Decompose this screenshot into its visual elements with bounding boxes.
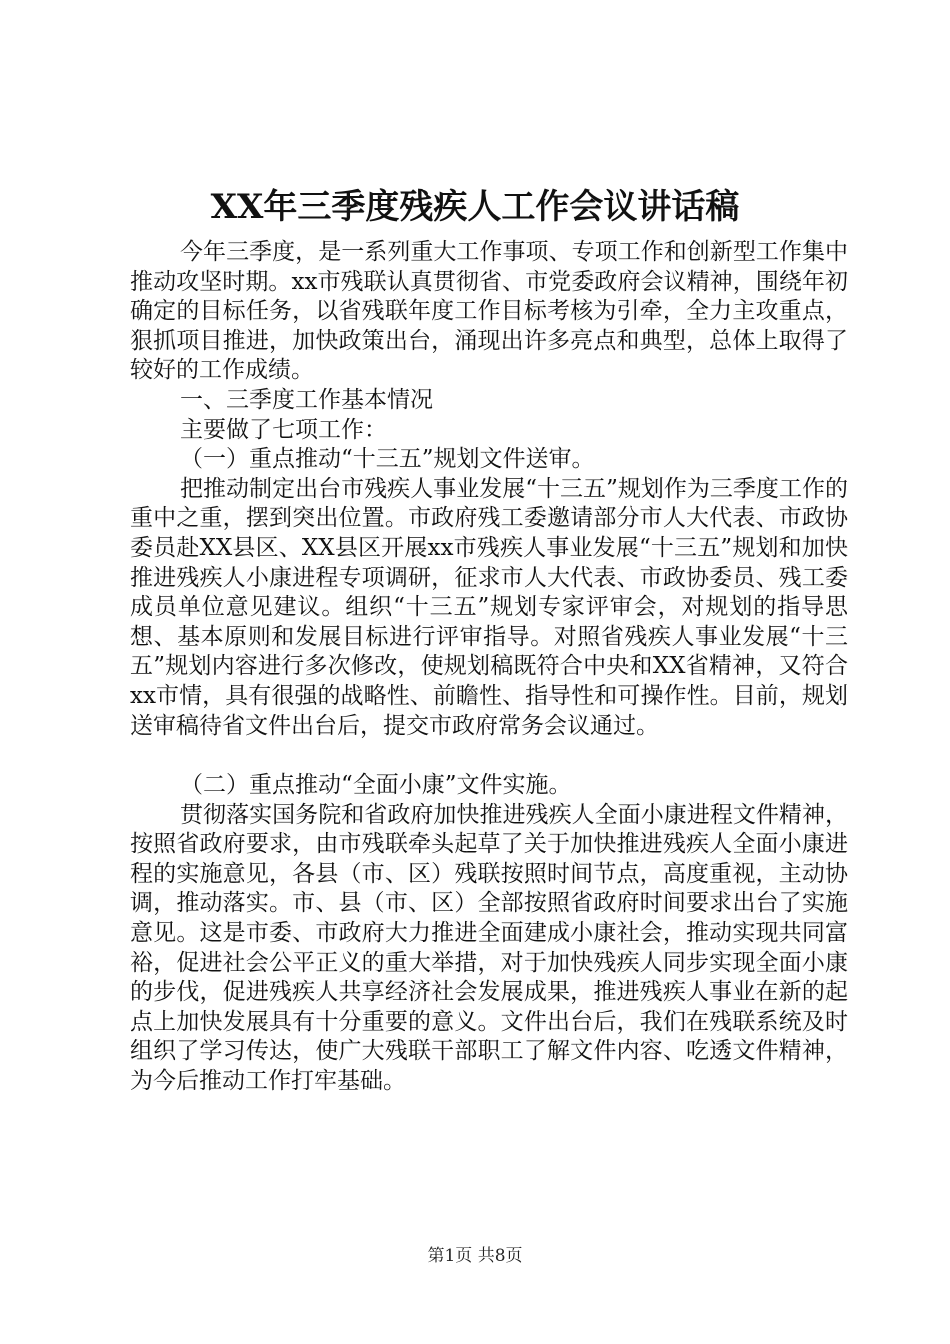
paragraph-intro: 今年三季度，是一系列重大工作事项、专项工作和创新型工作集中推动攻坚时期。xx市残联认真贯彻省、市党委政府会议精神，围绕年初确定的目标任务，以省残联年度工作目标考核为引牵，全力主攻重点，狠抓项目推进，加快政策出台，涌现出许多亮点和典型，总体上取得了较好的工作成绩。 — [130, 239, 848, 384]
section-heading: 一、三季度工作基本情况 — [180, 386, 433, 413]
paragraph-spacer — [130, 741, 848, 771]
paragraph-subsection-2: 贯彻落实国务院和省政府加快推进残疾人全面小康进程文件精神，按照省政府要求，由市残联牵头起草了关于加快推进残疾人全面小康进程的实施意见，各县（市、区）残联按照时间节点，高度重视，主动协调，推动落实。市、县（市、区）全部按照省政府时间要求出台了实施意见。这是市委、市政府大力推进全面建成小康社会，推动实现共同富裕，促进社会公平正义的重大举措，对于加快残疾人同步实现全面小康的步伐，促进残疾人共享经济社会发展成果，推进残疾人事业在新的起点上加快发展具有十分重要的意义。文件出台后，我们在残联系统及时组织了学习传达，使广大残联干部职工了解文件内容、吃透文件精神，为今后推动工作打牢基础。 — [130, 801, 848, 1095]
paragraph-subsection-1: 把推动制定出台市残疾人事业发展“十三五”规划作为三季度工作的重中之重，摆到突出位置。市政府残工委邀请部分市人大代表、市政协委员赴XX县区、XX县区开展xx市残疾人事业发展“十三五”规划和加快推进残疾人小康进程专项调研，征求市人大代表、市政协委员、残工委成员单位意见建议。组织“十三五”规划专家评审会，对规划的指导思想、基本原则和发展目标进行评审指导。对照省残疾人事业发展“十三五”规划内容进行多次修改，使规划稿既符合中央和XX省精神，又符合xx市情，具有很强的战略性、前瞻性、指导性和可操作性。目前，规划送审稿待省文件出台后，提交市政府常务会议通过。 — [130, 475, 848, 739]
page-number: 第1页 共8页 — [427, 1246, 523, 1266]
subsection-heading-1: （一）重点推动“十三五”规划文件送审。 — [180, 446, 595, 473]
paragraph-summary: 主要做了七项工作： — [180, 416, 387, 443]
document-title: XX年三季度残疾人工作会议讲话稿 — [210, 187, 740, 227]
document-body — [130, 238, 848, 1097]
subsection-heading-2: （二）重点推动“全面小康”文件实施。 — [180, 772, 572, 799]
